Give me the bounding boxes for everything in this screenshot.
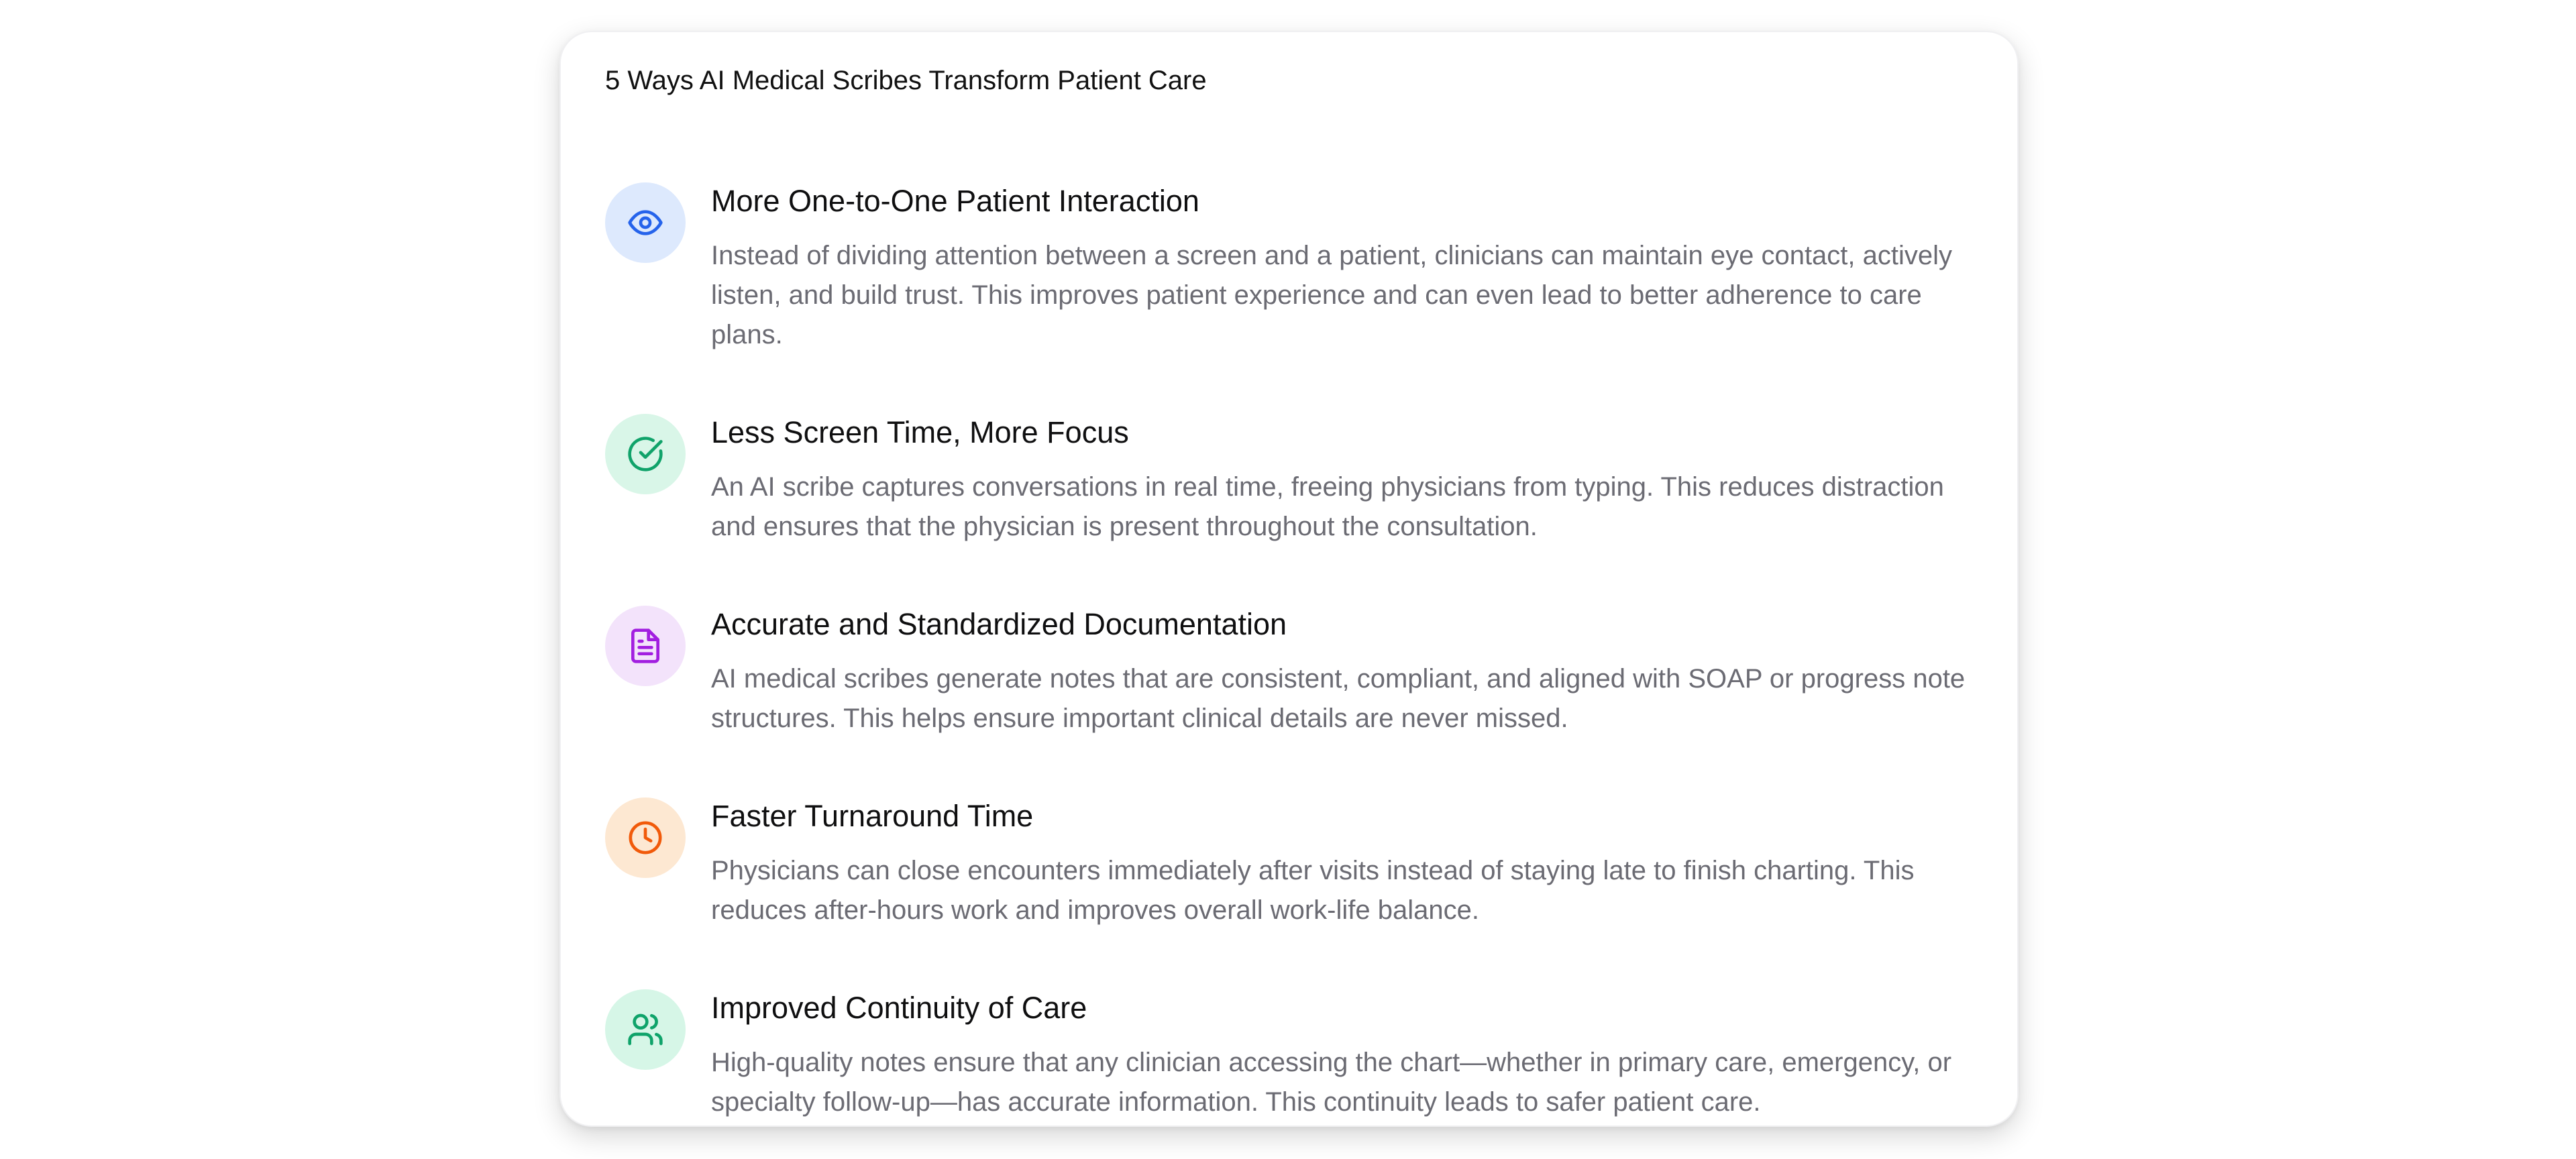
item-description: Physicians can close encounters immediately after visits instead of staying late to finish charting. This reduces after-hours work and improves overall work-life balance. xyxy=(711,856,1915,925)
eye-icon xyxy=(605,182,686,263)
list-item-screen-time xyxy=(605,414,1973,547)
item-text xyxy=(711,414,1973,547)
item-title: More One-to-One Patient Interaction xyxy=(711,184,1199,218)
item-title: Improved Continuity of Care xyxy=(711,991,1087,1025)
item-title: Accurate and Standardized Documentation xyxy=(711,607,1287,641)
list-item-turnaround xyxy=(605,797,1973,930)
users-icon xyxy=(605,989,686,1070)
item-title: Faster Turnaround Time xyxy=(711,799,1034,833)
item-text xyxy=(711,182,1973,355)
benefits-card xyxy=(559,31,2019,1127)
list-item-patient-interaction xyxy=(605,182,1973,355)
item-description: Instead of dividing attention between a screen and a patient, clinicians can maintain eye contact, actively listen, and build trust. This improves patient experience and can even lead to better adherence to care plans. xyxy=(711,241,1953,349)
check-circle-icon xyxy=(605,414,686,494)
item-description: An AI scribe captures conversations in real time, freeing physicians from typing. This reduces distraction and ensures that the physician is present throughout the consultation. xyxy=(711,472,1944,541)
item-text xyxy=(711,989,1973,1122)
list-item-continuity xyxy=(605,989,1973,1122)
item-description: High-quality notes ensure that any clinician accessing the chart—whether in primary care, emergency, or specialty follow-up—has accurate information. This continuity leads to safer patient care. xyxy=(711,1048,1952,1117)
document-icon xyxy=(605,606,686,686)
item-text xyxy=(711,797,1973,930)
item-text xyxy=(711,606,1973,738)
list-item-documentation xyxy=(605,606,1973,738)
item-description: AI medical scribes generate notes that are consistent, compliant, and aligned with SOAP or progress note structures. This helps ensure important clinical details are never missed. xyxy=(711,664,1966,733)
clock-icon xyxy=(605,797,686,878)
item-title: Less Screen Time, More Focus xyxy=(711,415,1129,449)
card-title: 5 Ways AI Medical Scribes Transform Patient Care xyxy=(605,66,1207,95)
